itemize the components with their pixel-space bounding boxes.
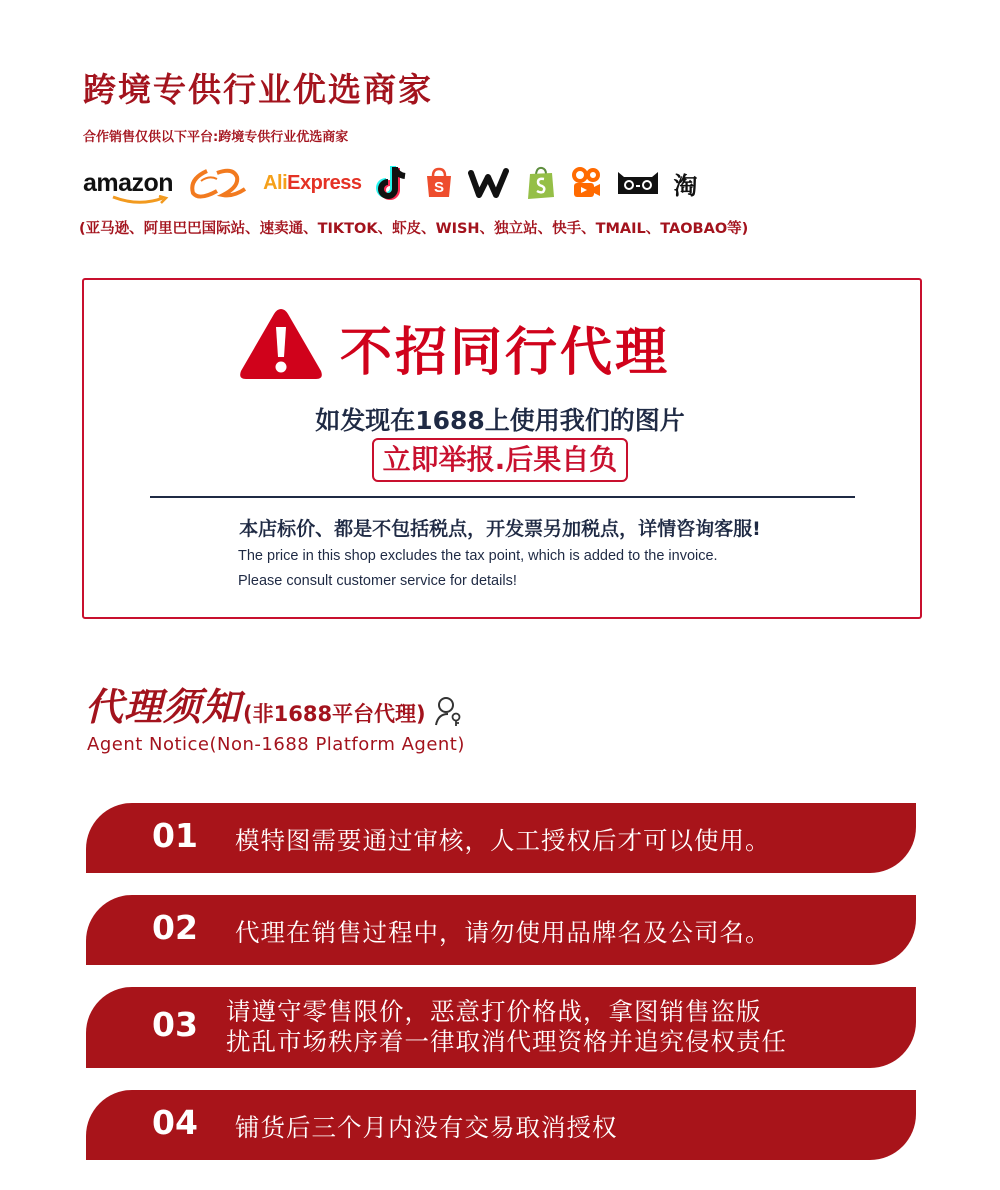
user-key-icon (434, 695, 464, 727)
platform-list: (亚马逊、阿里巴巴国际站、速卖通、TIKTOK、虾皮、WISH、独立站、快手、TMAIL、TAOBAO等) (79, 221, 749, 237)
amazon-smile-icon (111, 195, 169, 205)
platform-logos (83, 160, 733, 206)
tax-note-en-line1: The price in this shop excludes the tax point, which is added to the invoice. (238, 548, 718, 564)
rule-item-04 (86, 1090, 916, 1160)
aliexpress-logo (263, 172, 361, 195)
wish-icon (468, 167, 512, 199)
rule-text: 铺货后三个月内没有交易取消授权 (235, 1113, 618, 1142)
notice-divider (150, 496, 855, 498)
rule-text-line1: 请遵守零售限价，恶意打价格战，拿图销售盗版 (226, 997, 762, 1026)
amazon-wordmark: amazon (83, 168, 174, 197)
shopify-bag-icon (526, 166, 556, 200)
rule-item-01 (86, 803, 916, 873)
taobao-logo (674, 166, 698, 201)
rule-number: 03 (152, 1005, 198, 1044)
merchant-title: 跨境专供行业优选商家 (83, 70, 433, 109)
agent-notice-title: 代理须知 (85, 685, 242, 729)
rule-number: 01 (152, 816, 198, 855)
tax-note-en-line2: Please consult customer service for details! (238, 573, 517, 589)
agent-notice-heading (85, 684, 464, 730)
no-peer-agent-title: 不招同行代理 (340, 323, 671, 383)
shopee-logo (424, 167, 454, 199)
aliexpress-express-text: Express (287, 171, 362, 194)
rule-text: 模特图需要通过审核，人工授权后才可以使用。 (235, 826, 771, 855)
rule-number: 02 (152, 908, 198, 947)
rule-text-line2: 扰乱市场秩序着一律取消代理资格并追究侵权责任 (226, 1027, 787, 1056)
agent-notice-qualifier: (非1688平台代理) (243, 702, 426, 726)
amazon-logo (83, 169, 173, 198)
tmall-logo (616, 170, 660, 196)
rule-item-03 (86, 987, 916, 1068)
agent-notice-subtitle: Agent Notice(Non-1688 Platform Agent) (87, 734, 465, 755)
warning-triangle-icon (238, 305, 324, 381)
report-wrapper (0, 438, 1000, 482)
wish-logo (468, 167, 512, 199)
alibaba-logo (187, 165, 249, 201)
rule-text: 代理在销售过程中，请勿使用品牌名及公司名。 (235, 918, 771, 947)
tiktok-logo (376, 164, 410, 202)
tmall-cat-icon (616, 170, 660, 196)
aliexpress-ali-text: Ali (263, 171, 288, 194)
tiktok-icon (376, 164, 410, 202)
svg-text:S: S (433, 179, 444, 196)
tax-note-cn: 本店标价、都是不包括税点，开发票另加税点，详情咨询客服! (239, 518, 761, 540)
taobao-glyph: 淘 (673, 171, 698, 200)
shopee-bag-icon (424, 167, 454, 199)
platform-subtitle: 合作销售仅供以下平台:跨境专供行业优选商家 (83, 130, 349, 145)
kuaishou-logo (570, 166, 602, 200)
rule-number: 04 (152, 1103, 198, 1142)
image-usage-warning: 如发现在1688上使用我们的图片 (315, 406, 685, 435)
alibaba-icon (187, 165, 249, 201)
shopify-logo (526, 166, 556, 200)
rule-item-02 (86, 895, 916, 965)
kuaishou-icon (570, 166, 602, 200)
report-badge: 立即举报.后果自负 (372, 438, 629, 482)
